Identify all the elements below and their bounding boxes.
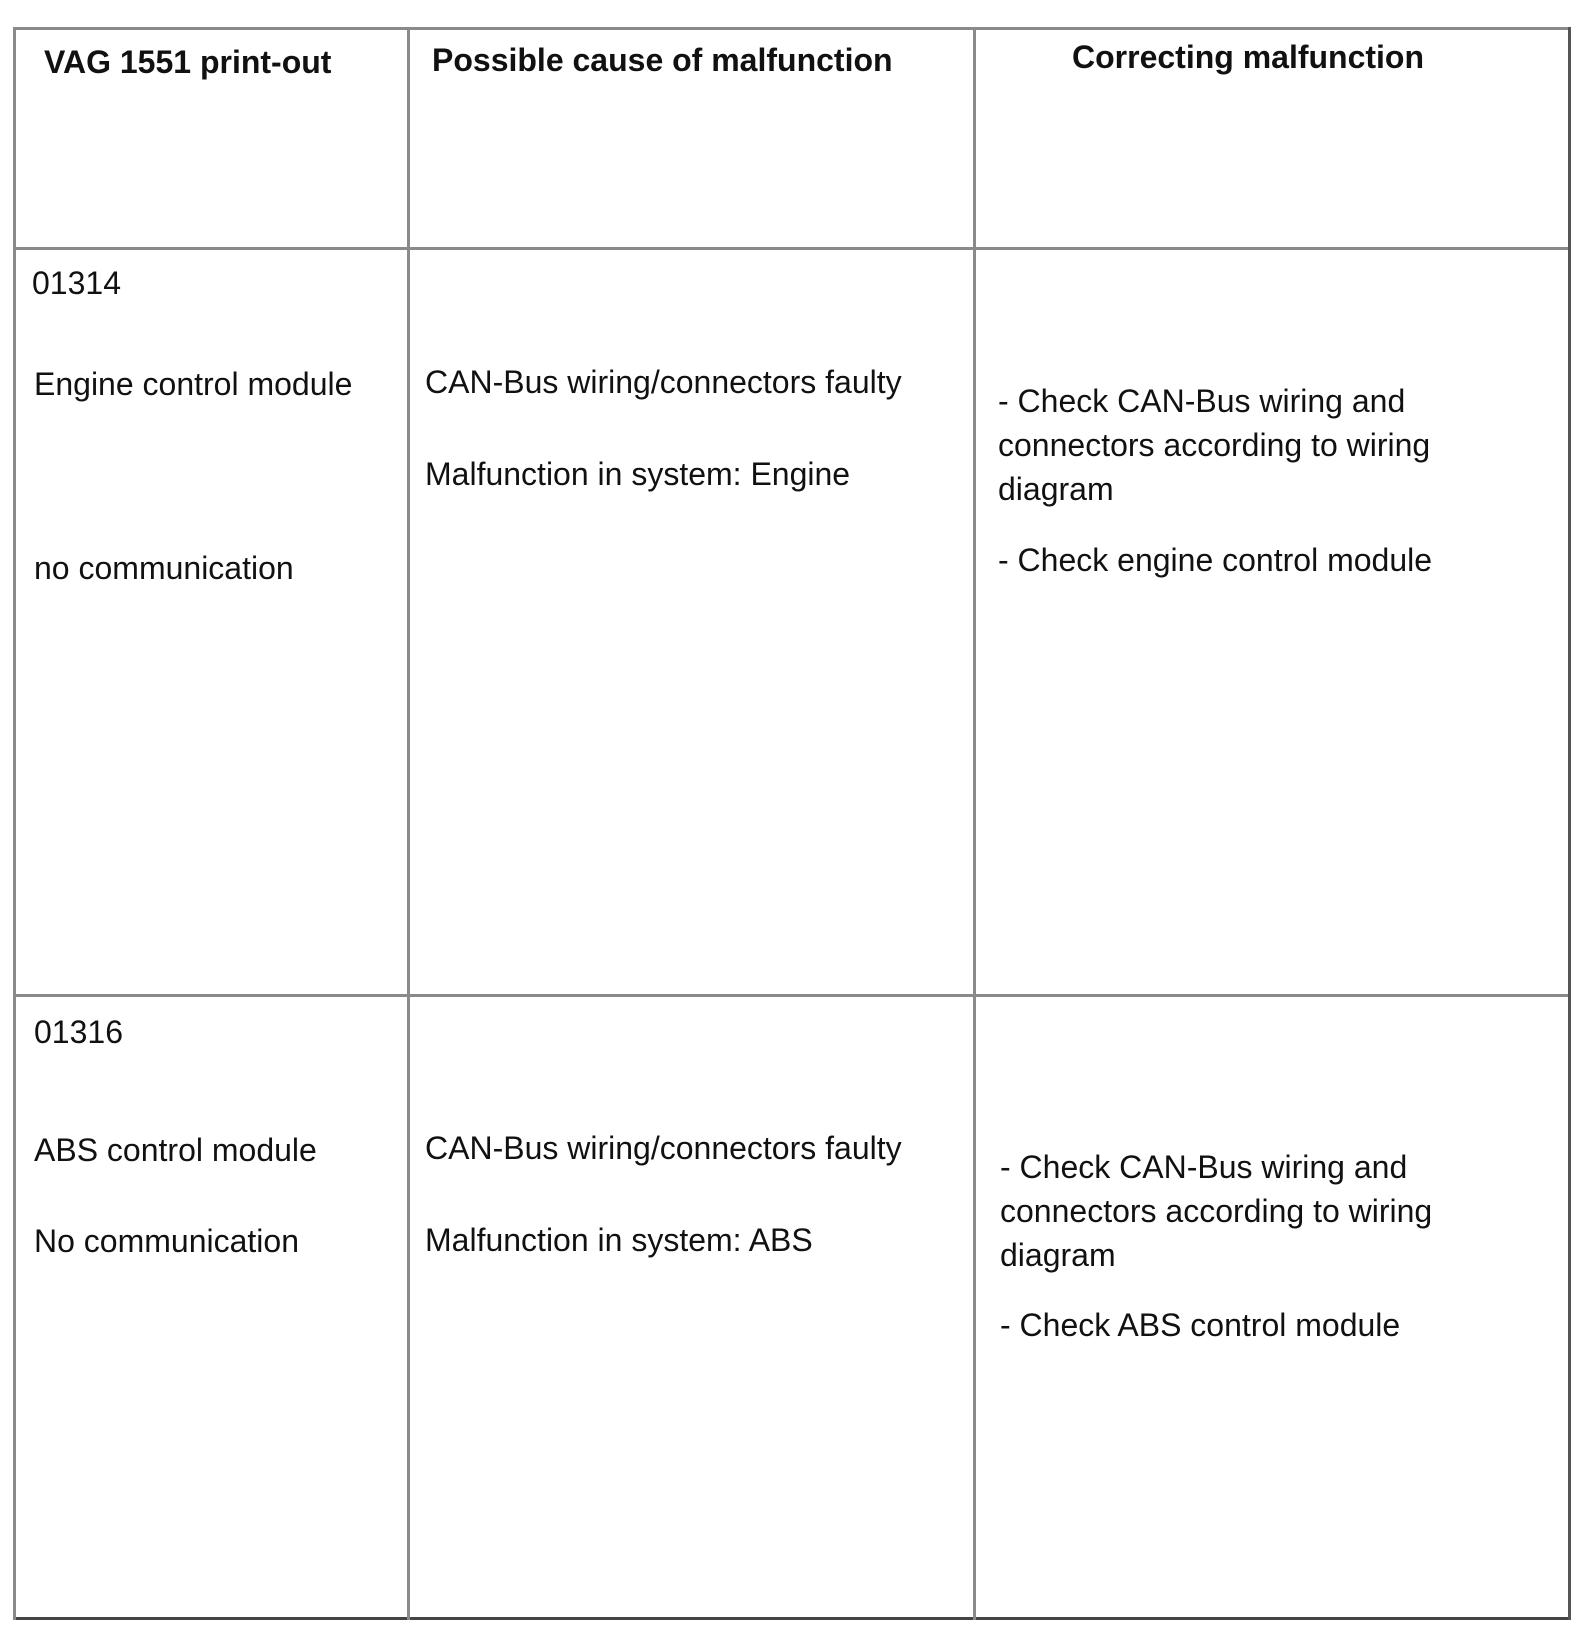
fix-text: diagram: [998, 471, 1114, 507]
fix-text: - Check CAN-Bus wiring and: [998, 383, 1406, 419]
fix-text: connectors according to wiring: [1000, 1193, 1433, 1229]
fault-code: 01314: [32, 265, 121, 301]
fix-text: - Check ABS control module: [1000, 1307, 1401, 1343]
header-row-divider: [13, 247, 1571, 250]
fault-status: no communication: [34, 550, 294, 586]
fault-code: 01316: [34, 1014, 123, 1050]
fix-text: diagram: [1000, 1237, 1116, 1273]
fix-text: connectors according to wiring: [998, 427, 1431, 463]
column-header-printout: VAG 1551 print-out: [44, 44, 332, 80]
column-divider-2: [973, 27, 976, 1620]
column-divider-1: [407, 27, 410, 1620]
fault-status: No communication: [34, 1223, 299, 1259]
cause-text: CAN-Bus wiring/connectors faulty: [425, 364, 902, 400]
column-header-cause: Possible cause of malfunction: [432, 42, 893, 78]
cause-text: Malfunction in system: Engine: [425, 456, 851, 492]
fix-text: - Check CAN-Bus wiring and: [1000, 1149, 1408, 1185]
table-border-bottom: [13, 1617, 1571, 1620]
module-name: Engine control module: [34, 366, 353, 402]
table-border-top: [13, 27, 1571, 30]
cause-text: Malfunction in system: ABS: [425, 1222, 813, 1258]
cause-text: CAN-Bus wiring/connectors faulty: [425, 1130, 902, 1166]
module-name: ABS control module: [34, 1132, 317, 1168]
table-border-left: [13, 27, 16, 1620]
table-border-right: [1568, 27, 1571, 1620]
fix-text: - Check engine control module: [998, 542, 1433, 578]
row-divider: [13, 994, 1571, 997]
column-header-correction: Correcting malfunction: [1072, 39, 1425, 75]
